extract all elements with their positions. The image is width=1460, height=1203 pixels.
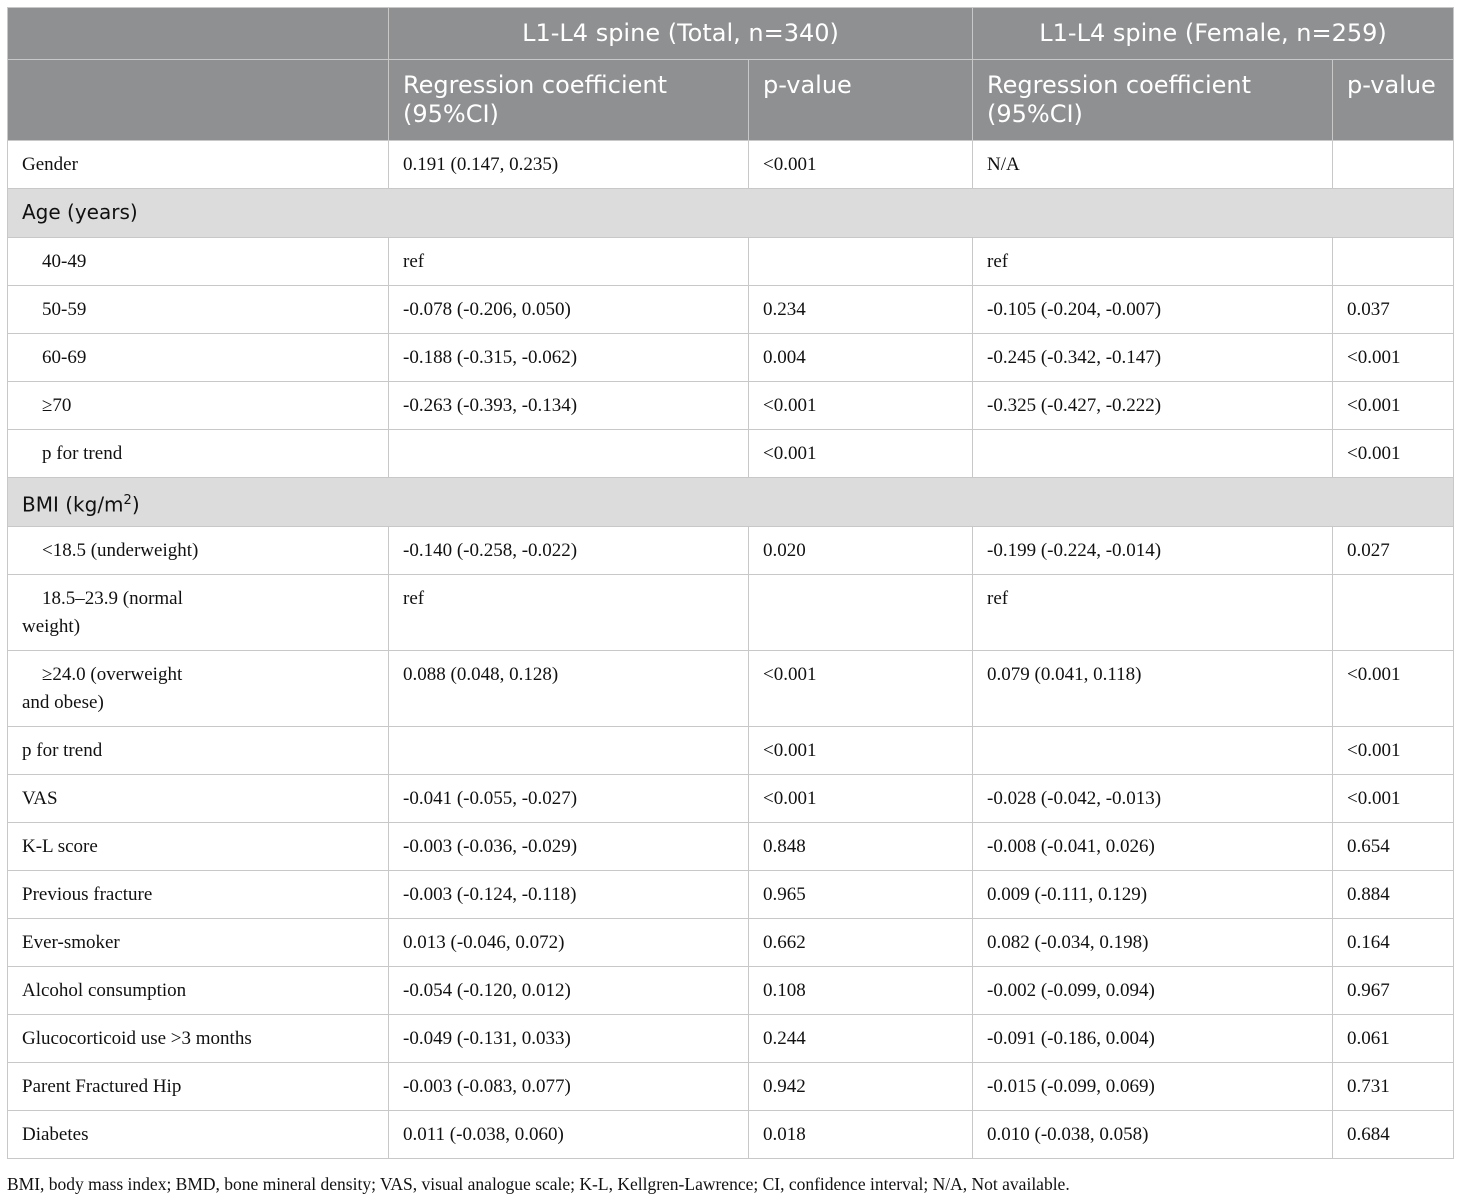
row-label: p for trend [8,727,389,775]
table-row-diabetes [8,1111,1454,1159]
total-p-cell: <0.001 [749,382,973,430]
table-row-age-50 [8,286,1454,334]
female-coef-cell: -0.245 (-0.342, -0.147) [973,334,1333,382]
header-group-total: L1-L4 spine (Total, n=340) [389,8,973,60]
table-row-smoker [8,919,1454,967]
total-coef-cell: -0.054 (-0.120, 0.012) [389,967,749,1015]
section-label-bmi [8,478,1454,527]
table-row-parent [8,1063,1454,1111]
total-p-cell: 0.662 [749,919,973,967]
table-row-bmi-trend [8,727,1454,775]
total-p-cell [749,575,973,651]
regression-table [7,7,1454,1159]
female-coef-cell: 0.009 (-0.111, 0.129) [973,871,1333,919]
table-row-age-40 [8,238,1454,286]
row-label: <18.5 (underweight) [8,527,389,575]
table-footnote: BMI, body mass index; BMD, bone mineral density; VAS, visual analogue scale; K-L, Kellgren-Lawrence; CI, confidence interval; N/A, Not available. [7,1174,1070,1194]
female-coef-cell: 0.010 (-0.038, 0.058) [973,1111,1333,1159]
female-p-cell: 0.164 [1333,919,1454,967]
total-p-cell: <0.001 [749,727,973,775]
female-p-cell: 0.731 [1333,1063,1454,1111]
table-row-gender [8,141,1454,189]
row-label: ≥70 [8,382,389,430]
female-coef-cell: -0.015 (-0.099, 0.069) [973,1063,1333,1111]
female-p-cell: 0.027 [1333,527,1454,575]
female-coef-cell: -0.008 (-0.041, 0.026) [973,823,1333,871]
total-coef-cell: ref [389,238,749,286]
total-p-cell: 0.004 [749,334,973,382]
row-label: 40-49 [8,238,389,286]
female-p-cell: <0.001 [1333,651,1454,727]
table-row-alcohol [8,967,1454,1015]
header-group-female: L1-L4 spine (Female, n=259) [973,8,1454,60]
female-p-cell: <0.001 [1333,334,1454,382]
total-p-cell: 0.108 [749,967,973,1015]
female-coef-cell [973,430,1333,478]
female-p-cell: <0.001 [1333,382,1454,430]
total-coef-cell: -0.078 (-0.206, 0.050) [389,286,749,334]
female-p-cell: <0.001 [1333,430,1454,478]
female-coef-cell: -0.325 (-0.427, -0.222) [973,382,1333,430]
table-row-age-trend [8,430,1454,478]
female-p-cell: <0.001 [1333,775,1454,823]
total-coef-cell: -0.003 (-0.036, -0.029) [389,823,749,871]
total-coef-cell [389,430,749,478]
header-total-coef: Regression coefficient (95%CI) [389,60,749,141]
female-coef-cell: -0.105 (-0.204, -0.007) [973,286,1333,334]
table-row-bmi-normal [8,575,1454,651]
row-label [8,575,389,651]
total-coef-cell: -0.003 (-0.083, 0.077) [389,1063,749,1111]
regression-table-container [7,7,1453,1159]
total-p-cell: 0.234 [749,286,973,334]
table-row-kl [8,823,1454,871]
row-label-line2: and obese) [22,692,104,713]
header-row-columns [8,60,1454,141]
row-label: VAS [8,775,389,823]
total-coef-cell: 0.013 (-0.046, 0.072) [389,919,749,967]
total-coef-cell: -0.041 (-0.055, -0.027) [389,775,749,823]
total-coef-cell: 0.088 (0.048, 0.128) [389,651,749,727]
table-row-age-60 [8,334,1454,382]
row-label: 60-69 [8,334,389,382]
female-coef-cell: N/A [973,141,1333,189]
row-label-line2: weight) [22,616,81,637]
header-blank-2 [8,60,389,141]
female-coef-cell: 0.082 (-0.034, 0.198) [973,919,1333,967]
header-row-groups [8,8,1454,60]
row-label: 50-59 [8,286,389,334]
female-p-cell: 0.061 [1333,1015,1454,1063]
total-coef-cell: -0.188 (-0.315, -0.062) [389,334,749,382]
total-coef-cell: 0.191 (0.147, 0.235) [389,141,749,189]
total-p-cell: 0.942 [749,1063,973,1111]
total-coef-cell [389,727,749,775]
total-p-cell: <0.001 [749,775,973,823]
table-row-age-70 [8,382,1454,430]
table-row-fracture [8,871,1454,919]
row-label: Diabetes [8,1111,389,1159]
total-p-cell: <0.001 [749,430,973,478]
row-label: Previous fracture [8,871,389,919]
header-blank [8,8,389,60]
female-p-cell: 0.037 [1333,286,1454,334]
female-p-cell: 0.884 [1333,871,1454,919]
row-label-line1: 18.5–23.9 (normal [42,588,183,609]
female-coef-cell: -0.002 (-0.099, 0.094) [973,967,1333,1015]
total-p-cell: 0.965 [749,871,973,919]
female-coef-cell [973,727,1333,775]
bmi-label-text: BMI (kg/m [22,492,124,517]
total-p-cell: <0.001 [749,651,973,727]
female-coef-cell: ref [973,575,1333,651]
row-label: Ever-smoker [8,919,389,967]
female-p-cell: <0.001 [1333,727,1454,775]
total-coef-cell: ref [389,575,749,651]
row-label: Parent Fractured Hip [8,1063,389,1111]
header-female-coef: Regression coefficient (95%CI) [973,60,1333,141]
header-total-pvalue: p-value [749,60,973,141]
total-p-cell: 0.848 [749,823,973,871]
total-p-cell: 0.020 [749,527,973,575]
total-coef-cell: 0.011 (-0.038, 0.060) [389,1111,749,1159]
female-p-cell: 0.967 [1333,967,1454,1015]
total-coef-cell: -0.049 (-0.131, 0.033) [389,1015,749,1063]
female-p-cell [1333,238,1454,286]
total-coef-cell: -0.263 (-0.393, -0.134) [389,382,749,430]
row-label: Gender [8,141,389,189]
row-label: Glucocorticoid use >3 months [8,1015,389,1063]
section-row-bmi [8,478,1454,527]
total-p-cell: 0.244 [749,1015,973,1063]
bmi-label-close: ) [131,492,140,517]
row-label: K-L score [8,823,389,871]
female-coef-cell: -0.199 (-0.224, -0.014) [973,527,1333,575]
total-coef-cell: -0.140 (-0.258, -0.022) [389,527,749,575]
female-p-cell [1333,141,1454,189]
female-coef-cell: -0.028 (-0.042, -0.013) [973,775,1333,823]
female-coef-cell: -0.091 (-0.186, 0.004) [973,1015,1333,1063]
total-coef-cell: -0.003 (-0.124, -0.118) [389,871,749,919]
section-label-age: Age (years) [8,189,1454,238]
female-p-cell: 0.684 [1333,1111,1454,1159]
female-p-cell: 0.654 [1333,823,1454,871]
table-row-gluco [8,1015,1454,1063]
row-label: Alcohol consumption [8,967,389,1015]
bmi-label-superscript: 2 [123,493,132,508]
header-female-pvalue: p-value [1333,60,1454,141]
female-coef-cell: ref [973,238,1333,286]
row-label: p for trend [8,430,389,478]
female-coef-cell: 0.079 (0.041, 0.118) [973,651,1333,727]
table-row-bmi-over [8,651,1454,727]
row-label-line1: ≥24.0 (overweight [42,664,183,685]
table-row-bmi-under [8,527,1454,575]
row-label [8,651,389,727]
female-p-cell [1333,575,1454,651]
total-p-cell: <0.001 [749,141,973,189]
total-p-cell: 0.018 [749,1111,973,1159]
total-p-cell [749,238,973,286]
table-row-vas [8,775,1454,823]
section-row-age [8,189,1454,238]
